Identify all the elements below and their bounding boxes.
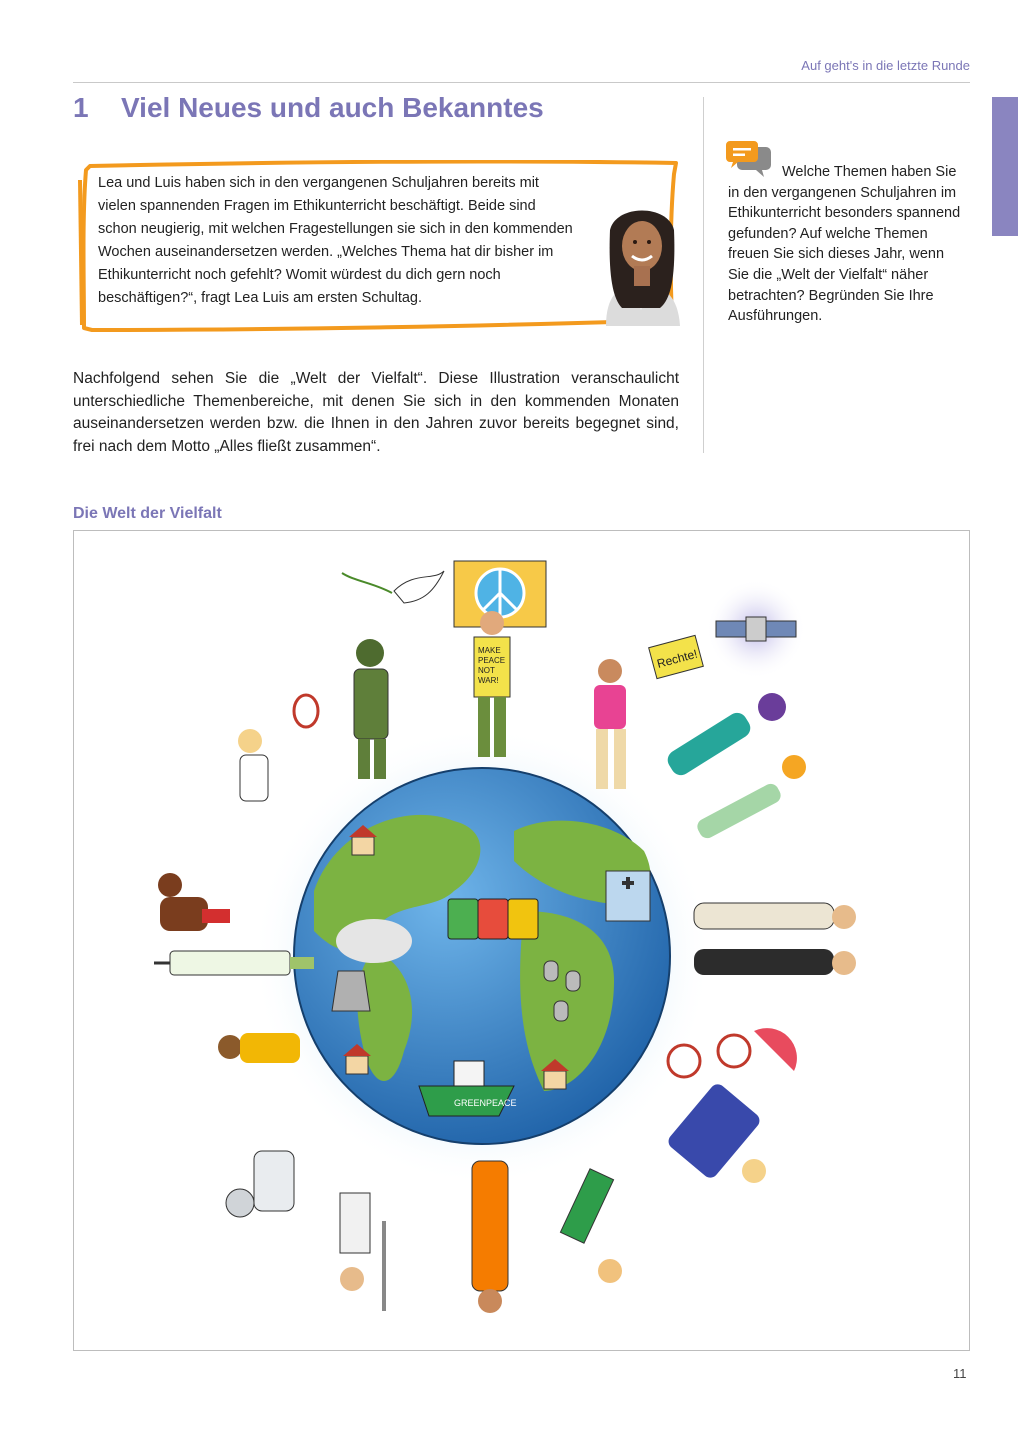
chapter-title (73, 92, 544, 124)
globe-illustration (74, 531, 969, 1350)
header-rule (73, 82, 970, 83)
figure-title: Die Welt der Vielfalt (73, 505, 222, 522)
protester-figure (560, 1169, 622, 1283)
shirt-text-3: NOT (478, 666, 495, 675)
running-head: Auf geht's in die letzte Runde (801, 58, 970, 73)
chapter-title-text: Viel Neues und auch Bekanntes (121, 92, 544, 123)
shirt-text-4: WAR! (478, 676, 499, 685)
shirt-text-1: MAKE (478, 646, 501, 655)
satellite-icon (706, 579, 806, 679)
tennis-player-figure (238, 695, 318, 801)
hospital-building-icon (606, 871, 650, 921)
student-portrait-illustration (588, 190, 694, 326)
bodybuilder-figure (158, 873, 230, 931)
turban-man-figure (664, 693, 786, 779)
page-number: 11 (953, 1366, 967, 1381)
shirt-text-2: PEACE (478, 656, 506, 665)
story-text: Lea und Luis haben sich in den vergangenen Schuljahren bereits mit vielen spannenden Fragen im Ethikunterricht beschäftigt. Beide sind schon neugierig, mit welchen Fragestellungen sie sich in den kommenden Wochen auseinandersetzen werden. „Welches Thema hat dir bisher im Ethikunterricht noch gefehlt? Womit würdest du dich gern noch beschäftigen?“, fragt Lea Luis am ersten Schultag. (98, 175, 573, 306)
knight-figure (340, 1193, 384, 1311)
column-divider (703, 97, 704, 453)
yoga-woman-figure (695, 755, 806, 841)
orange-robe-figure (472, 1161, 508, 1313)
world-of-diversity-illustration (73, 530, 970, 1351)
intro-paragraph: Nachfolgend sehen Sie die „Welt der Vielfalt“. Diese Illustration veranschaulicht unterschiedliche Themenbereiche, mit denen Sie sich in den kommenden Monaten auseinandersetzen werden bzw. die Ihnen in den Jahren zuvor bereits begegnet sind, frei nach dem Motto „Alles fließt zusammen“. (73, 370, 679, 455)
sign-text: Rechte! (655, 646, 699, 671)
dove-icon (342, 571, 444, 603)
sari-woman-figure (218, 1033, 300, 1063)
discussion-prompt: Welche Themen haben Sie in den vergangenen Schuljahren im Ethikunterricht besonders spannend gefunden? Auf welche Themen freuen Sie sich dieses Jahr, wenn Sie die „Welt der Vielfalt“ näher betrachten? Begründen Sie Ihre Ausführungen. (728, 164, 961, 325)
chapter-number: 1 (73, 92, 89, 123)
religious-figures (694, 903, 856, 975)
robot-figure (226, 1151, 294, 1217)
ship-label: GREENPEACE (454, 1098, 517, 1108)
recycling-bins-icon (448, 899, 538, 939)
story-box (78, 160, 678, 332)
chapter-side-tab (992, 97, 1018, 236)
syringe-icon (154, 951, 314, 975)
diverse-couple-figures (665, 1081, 766, 1183)
